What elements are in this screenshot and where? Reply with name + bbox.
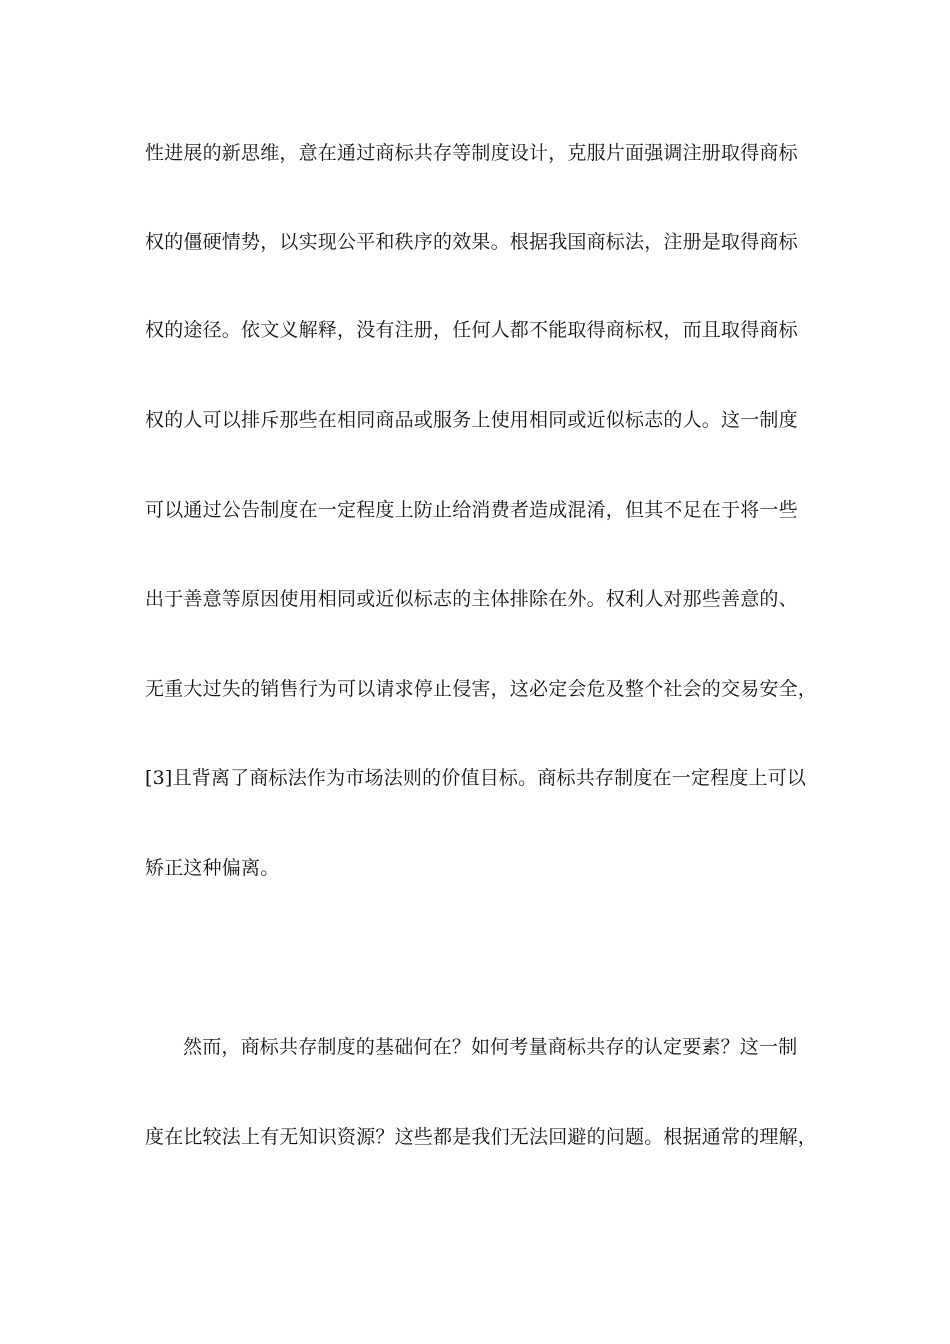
paragraph-1-line-3: 权的途径。依文义解释，没有注册，任何人都不能取得商标权，而且取得商标 bbox=[145, 319, 798, 341]
paragraph-1-line-6: 出于善意等原因使用相同或近似标志的主体排除在外。权利人对那些善意的、 bbox=[145, 588, 798, 610]
paragraph-2-line-1: 然而，商标共存制度的基础何在？如何考量商标共存的认定要素？这一制 bbox=[183, 1036, 798, 1058]
paragraph-1-line-7: 无重大过失的销售行为可以请求停止侵害，这必定会危及整个社会的交易安全， bbox=[145, 678, 818, 700]
paragraph-1-line-5: 可以通过公告制度在一定程度上防止给消费者造成混淆，但其不足在于将一些 bbox=[145, 499, 798, 521]
paragraph-1-line-1: 性进展的新思维，意在通过商标共存等制度设计，克服片面强调注册取得商标 bbox=[145, 142, 798, 164]
paragraph-1-line-8: [3]且背离了商标法作为市场法则的价值目标。商标共存制度在一定程度上可以 bbox=[145, 767, 807, 789]
paragraph-1-line-2: 权的僵硬情势，以实现公平和秩序的效果。根据我国商标法，注册是取得商标 bbox=[145, 231, 798, 253]
paragraph-2-line-2: 度在比较法上有无知识资源？这些都是我们无法回避的问题。根据通常的理解， bbox=[145, 1126, 818, 1148]
paragraph-1-line-9: 矫正这种偏离。 bbox=[145, 857, 280, 879]
paragraph-1-line-4: 权的人可以排斥那些在相同商品或服务上使用相同或近似标志的人。这一制度 bbox=[145, 409, 798, 431]
